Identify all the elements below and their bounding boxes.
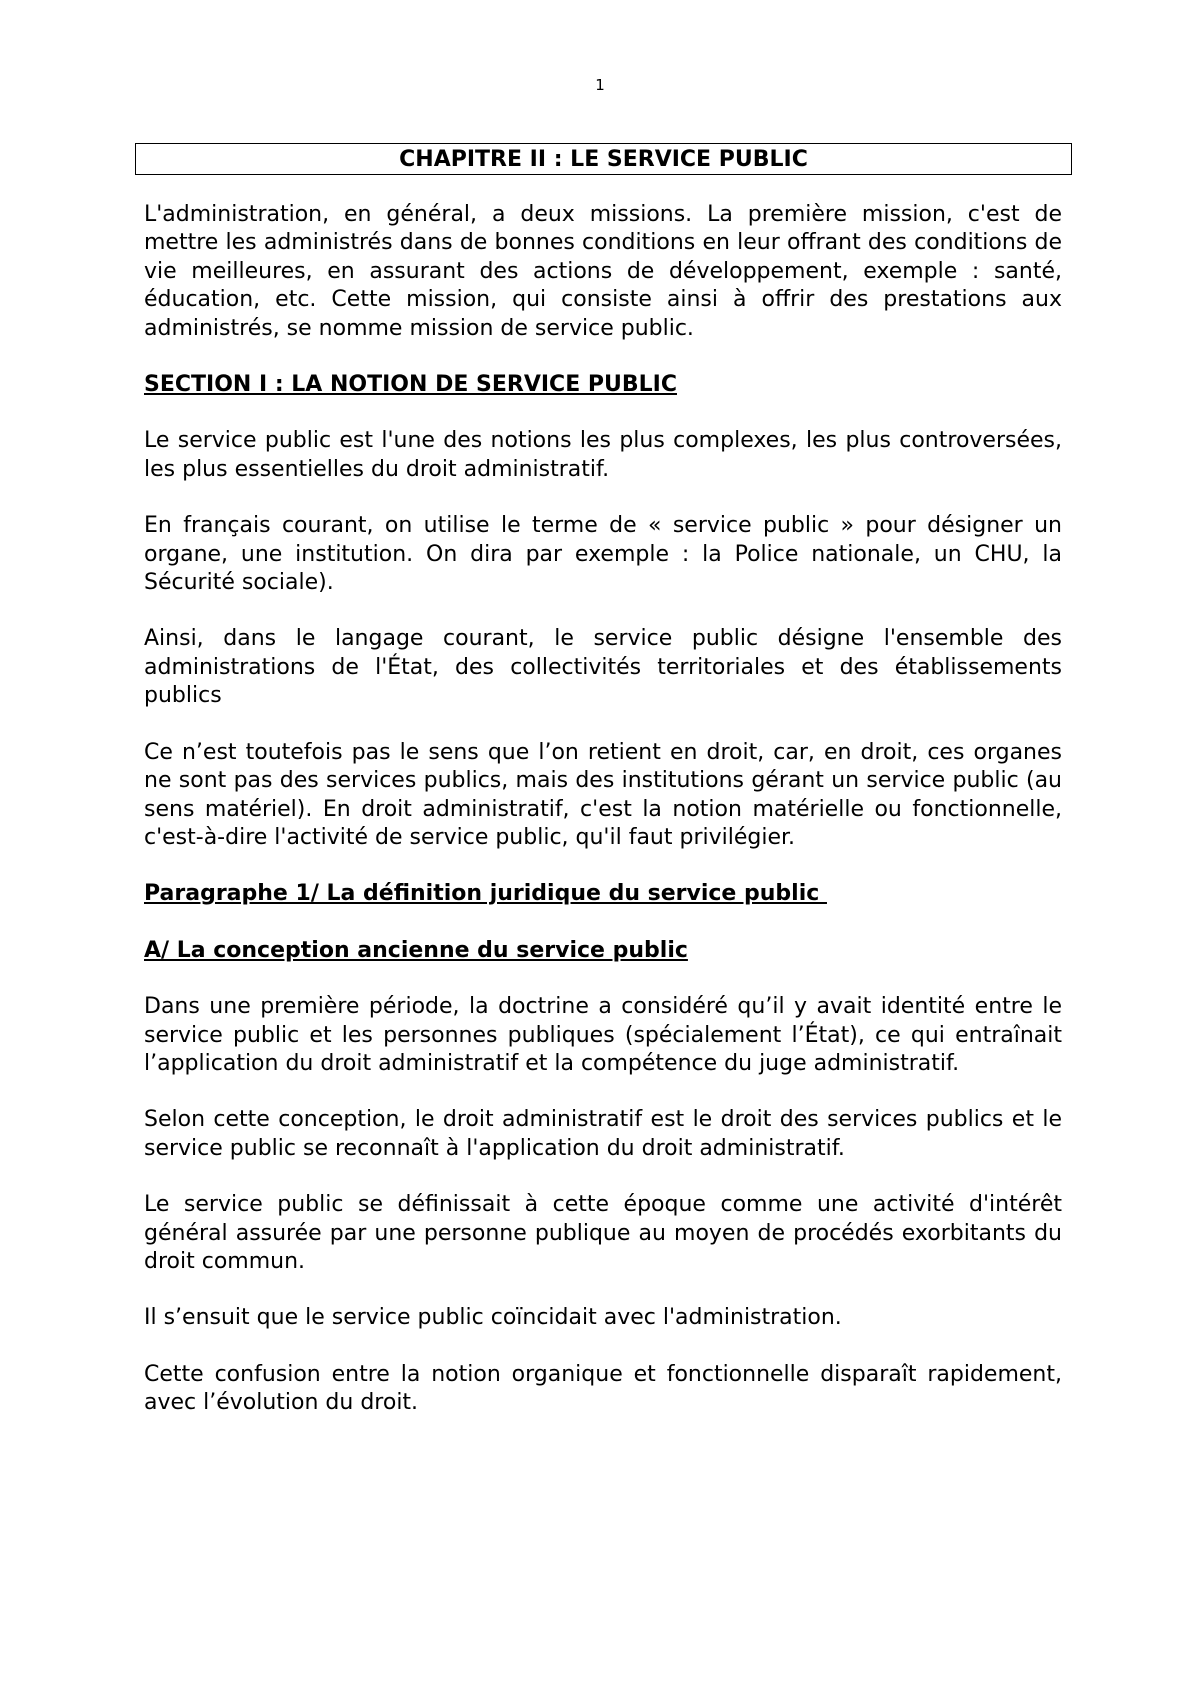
section-paragraph: En français courant, on utilise le terme de « service public » pour désigner un organe, une institution. On dira par exemple : la Police nationale, un CHU, la Sécurité sociale). xyxy=(144,513,1062,596)
subsection-paragraph: Dans une première période, la doctrine a considéré qu’il y avait identité entre le service public et les personnes publiques (spécialement l’État), ce qui entraînait l’application du droit administratif et la compétence du juge administratif. xyxy=(144,994,1062,1076)
subsection-paragraph: Selon cette conception, le droit administratif est le droit des services publics et le service public se reconnaît à l'application du droit administratif. xyxy=(144,1107,1062,1161)
subsection-heading: A/ La conception ancienne du service public xyxy=(144,937,688,963)
section-paragraph: Ainsi, dans le langage courant, le service public désigne l'ensemble des administrations de l'État, des collectivités territoriales et des établissements publics xyxy=(144,626,1062,709)
section-paragraph: Ce n’est toutefois pas le sens que l’on retient en droit, car, en droit, ces organes ne sont pas des services publics, mais des institutions gérant un service public (au sens matériel). En droit administratif, c'est la notion matérielle ou fonctionnelle, c'est-à-dire l'activité de service public, qu'il faut privilégier. xyxy=(144,739,1062,850)
page-number: 1 xyxy=(595,76,605,94)
subsection-paragraph: Le service public se définissait à cette époque comme une activité d'intérêt général assurée par une personne publique au moyen de procédés exorbitants du droit commun. xyxy=(144,1192,1062,1274)
chapter-title: CHAPITRE II : LE SERVICE PUBLIC xyxy=(135,143,1072,175)
subsection-paragraph: Il s’ensuit que le service public coïncidait avec l'administration. xyxy=(144,1305,842,1331)
subsection-paragraph: Cette confusion entre la notion organique et fonctionnelle disparaît rapidement, avec l’évolution du droit. xyxy=(144,1361,1062,1416)
intro-paragraph: L'administration, en général, a deux missions. La première mission, c'est de mettre les administrés dans de bonnes conditions en leur offrant des conditions de vie meilleures, en assurant des actions de développement, exemple : santé, éducation, etc. Cette mission, qui consiste ainsi à offrir des prestations aux administrés, se nomme mission de service public. xyxy=(144,202,1062,341)
section-heading: SECTION I : LA NOTION DE SERVICE PUBLIC xyxy=(144,372,677,398)
section-paragraph: Le service public est l'une des notions les plus complexes, les plus controversées, les plus essentielles du droit administratif. xyxy=(144,428,1062,482)
paragraph-heading: Paragraphe 1/ La définition juridique du service public xyxy=(144,881,827,907)
document-body xyxy=(144,143,1062,1446)
